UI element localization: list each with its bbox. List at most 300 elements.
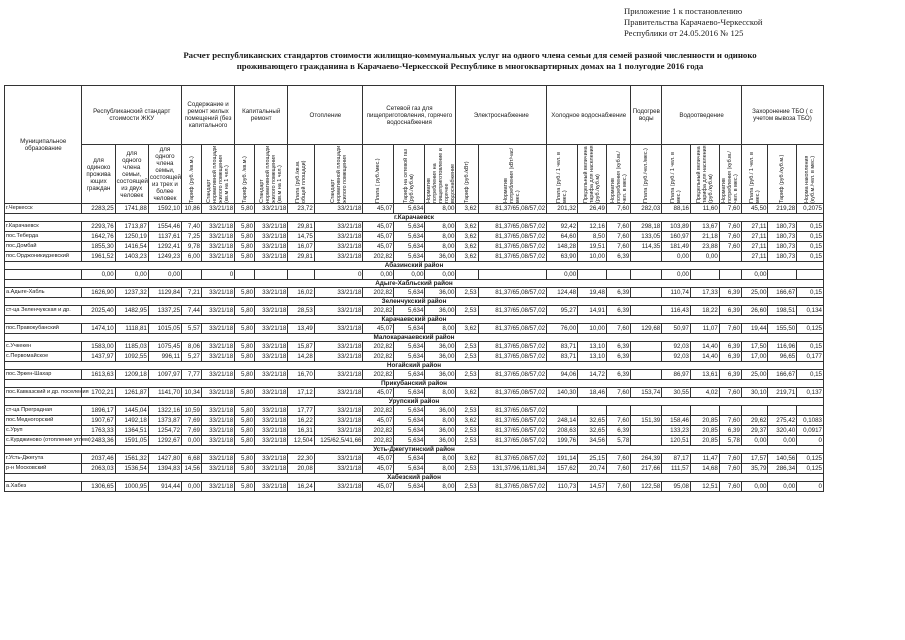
value-cell: 33/21/18: [314, 482, 363, 492]
value-cell: 1416,54: [115, 242, 148, 252]
header-sub-col: [314, 145, 363, 204]
value-cell: 0,125: [797, 454, 824, 464]
title-line: Расчет республиканских стандартов стоимости жилищно-коммунальных услуг на одного члена семьи для семей разной численности и одиноко: [183, 50, 757, 60]
header-sub-label: Норматив потребления (кВт/час/мес.): [503, 147, 522, 203]
value-cell: 26,60: [741, 306, 768, 316]
value-cell: 29,81: [288, 222, 315, 232]
region-row: [5, 446, 824, 454]
value-cell: 2037,46: [82, 454, 115, 464]
value-cell: 36,00: [425, 406, 456, 416]
value-cell: 16,07: [288, 242, 315, 252]
value-cell: 1626,90: [82, 288, 115, 298]
value-cell: 14,72: [578, 370, 607, 380]
table-row: [5, 388, 824, 398]
value-cell: 286,34: [768, 464, 797, 474]
value-cell: 2283,25: [82, 204, 115, 214]
region-row: [5, 334, 824, 342]
value-cell: 1613,63: [82, 370, 115, 380]
value-cell: 33/21/18: [314, 288, 363, 298]
value-cell: 13,49: [288, 324, 315, 334]
value-cell: 1583,00: [82, 342, 115, 352]
header-sub-col: [394, 145, 425, 204]
value-cell: 33/21/18: [255, 482, 288, 492]
value-cell: 116,43: [662, 306, 691, 316]
value-cell: 45,07: [363, 416, 394, 426]
value-cell: 1437,97: [82, 352, 115, 362]
value-cell: 33/21/18: [201, 222, 234, 232]
value-cell: 33/21/18: [255, 306, 288, 316]
value-cell: 33/21/18: [314, 454, 363, 464]
value-cell: 148,28: [547, 242, 578, 252]
value-cell: 11,47: [691, 454, 720, 464]
municipality-cell: пос.Эркен-Шахар: [5, 370, 82, 380]
value-cell: 1855,30: [82, 242, 115, 252]
table-row: [5, 204, 824, 214]
value-cell: 20,85: [691, 426, 720, 436]
value-cell: 45,07: [363, 204, 394, 214]
value-cell: 202,82: [363, 370, 394, 380]
value-cell: 5,634: [394, 454, 425, 464]
value-cell: 81,37/65,08/57,02: [478, 242, 547, 252]
value-cell: 1394,83: [148, 464, 181, 474]
value-cell: 29,62: [741, 416, 768, 426]
value-cell: 17,50: [741, 342, 768, 352]
value-cell: 0,00: [425, 270, 456, 280]
appendix-header: [624, 6, 894, 39]
value-cell: 45,07: [363, 242, 394, 252]
value-cell: [606, 406, 630, 416]
value-cell: 20,85: [691, 436, 720, 446]
value-cell: 116,96: [768, 342, 797, 352]
title-line: проживающего гражданина в Карачаево-Черкесской Республике в многоквартирных домах на 1 полугодие 2016 года: [236, 61, 704, 71]
value-cell: 81,37/65,08/57,02: [478, 324, 547, 334]
value-cell: 33/21/18: [314, 232, 363, 242]
value-cell: 5,634: [394, 388, 425, 398]
value-cell: 36,00: [425, 252, 456, 262]
value-cell: 33/21/18: [314, 406, 363, 416]
value-cell: 25,00: [741, 288, 768, 298]
value-cell: 83,71: [547, 342, 578, 352]
table-row: [5, 406, 824, 416]
header-electricity: Электроснабжение: [456, 86, 547, 145]
value-cell: 33/21/18: [255, 436, 288, 446]
value-cell: 5,634: [394, 232, 425, 242]
value-cell: 33/21/18: [255, 454, 288, 464]
header-sub-label: Тариф (руб./кВт): [464, 161, 470, 203]
municipality-cell: ст-ца Зеленчукская и др.: [5, 306, 82, 316]
value-cell: 5,27: [182, 352, 202, 362]
value-cell: 81,37/65,08/57,02: [478, 204, 547, 214]
value-cell: 35,79: [741, 464, 768, 474]
value-cell: 25,15: [578, 454, 607, 464]
value-cell: [691, 270, 720, 280]
value-cell: 45,07: [363, 464, 394, 474]
header-heating: Отопление: [288, 86, 363, 145]
value-cell: 33/21/18: [314, 388, 363, 398]
value-cell: 2483,36: [82, 436, 115, 446]
value-cell: 0,00: [363, 270, 394, 280]
value-cell: 0,125: [797, 324, 824, 334]
value-cell: 17,57: [741, 454, 768, 464]
value-cell: 0,00: [691, 252, 720, 262]
value-cell: 36,00: [425, 436, 456, 446]
value-cell: 1536,54: [115, 464, 148, 474]
value-cell: 1364,51: [115, 426, 148, 436]
value-cell: 21,18: [691, 232, 720, 242]
value-cell: 95,08: [662, 482, 691, 492]
value-cell: 33/21/18: [314, 306, 363, 316]
value-cell: 180,73: [768, 242, 797, 252]
municipality-cell: с.Учкекен: [5, 342, 82, 352]
header-row-groups: [5, 86, 824, 145]
value-cell: 10,34: [182, 388, 202, 398]
table-row: [5, 342, 824, 352]
value-cell: 180,73: [768, 222, 797, 232]
value-cell: 0,1083: [797, 416, 824, 426]
value-cell: [235, 270, 255, 280]
value-cell: 1561,32: [115, 454, 148, 464]
value-cell: 17,00: [741, 352, 768, 362]
value-cell: 6,39: [606, 306, 630, 316]
value-cell: 12,16: [578, 222, 607, 232]
value-cell: 14,56: [182, 464, 202, 474]
value-cell: 219,71: [768, 388, 797, 398]
table-row: [5, 370, 824, 380]
value-cell: 3,62: [456, 232, 478, 242]
value-cell: 5,80: [235, 324, 255, 334]
value-cell: 33/21/18: [314, 204, 363, 214]
value-cell: 2,53: [456, 306, 478, 316]
value-cell: 88,16: [662, 204, 691, 214]
header-sub-label: Плата (руб./ 1 чел. в мес.): [748, 152, 761, 203]
value-cell: [631, 352, 662, 362]
value-cell: 26,49: [578, 204, 607, 214]
value-cell: 5,634: [394, 406, 425, 416]
value-cell: 1373,87: [148, 416, 181, 426]
header-std-three: для одного члена семьи, состоящей из трех и более человек: [149, 146, 182, 202]
value-cell: 0,0917: [797, 426, 824, 436]
header-gas: Сетевой газ для пищеприготовления, горячего водоснабжения: [363, 86, 456, 145]
value-cell: 181,49: [662, 242, 691, 252]
value-cell: 5,80: [235, 288, 255, 298]
value-cell: 23,88: [691, 242, 720, 252]
value-cell: 3,62: [456, 222, 478, 232]
value-cell: 7,60: [719, 232, 741, 242]
value-cell: 5,78: [719, 436, 741, 446]
header-sub-col: [797, 145, 824, 204]
value-cell: 14,40: [691, 352, 720, 362]
region-row: [5, 316, 824, 324]
value-cell: 45,07: [363, 454, 394, 464]
region-label: Хабезский район: [5, 474, 824, 482]
value-cell: 96,65: [768, 352, 797, 362]
value-cell: 1702,21: [82, 388, 115, 398]
value-cell: 202,82: [363, 436, 394, 446]
value-cell: 3,62: [456, 242, 478, 252]
value-cell: 8,50: [578, 232, 607, 242]
value-cell: 5,634: [394, 436, 425, 446]
value-cell: 3,62: [456, 204, 478, 214]
value-cell: 13,67: [691, 222, 720, 232]
value-cell: 0,00: [741, 270, 768, 280]
value-cell: 0,15: [797, 252, 824, 262]
value-cell: [547, 406, 578, 416]
value-cell: 3,62: [456, 252, 478, 262]
value-cell: 45,07: [363, 388, 394, 398]
value-cell: 32,65: [578, 416, 607, 426]
value-cell: 7,40: [182, 222, 202, 232]
value-cell: 125/62,5/41,66: [314, 436, 363, 446]
value-cell: 202,82: [363, 426, 394, 436]
value-cell: 275,42: [768, 416, 797, 426]
value-cell: 12,504: [288, 436, 315, 446]
value-cell: 5,634: [394, 416, 425, 426]
value-cell: 14,28: [288, 352, 315, 362]
value-cell: 33/21/18: [201, 406, 234, 416]
header-sub-label: Норматив потребления на пищеприготовление и горячее водоснабжение: [426, 148, 457, 203]
value-cell: [719, 270, 741, 280]
value-cell: [255, 270, 288, 280]
value-cell: [797, 406, 824, 416]
value-cell: 1896,17: [82, 406, 115, 416]
value-cell: 114,35: [631, 242, 662, 252]
value-cell: 5,634: [394, 204, 425, 214]
value-cell: 0,2075: [797, 204, 824, 214]
header-std-two: для одного члена семьи, состоящей из двух человек: [115, 145, 148, 204]
value-cell: 2293,76: [82, 222, 115, 232]
value-cell: 3,62: [456, 416, 478, 426]
header-sub-label: Тариф (руб. /кв.м.): [188, 156, 195, 203]
header-sub-col: [456, 145, 478, 204]
value-cell: 3,62: [456, 454, 478, 464]
value-cell: 33/21/18: [201, 242, 234, 252]
value-cell: 20,74: [578, 464, 607, 474]
value-cell: 25,00: [741, 370, 768, 380]
value-cell: 8,00: [425, 242, 456, 252]
value-cell: 33/21/18: [255, 352, 288, 362]
value-cell: 0,177: [797, 352, 824, 362]
value-cell: 81,37/65,08/57,02: [478, 426, 547, 436]
value-cell: 0,15: [797, 288, 824, 298]
value-cell: 157,62: [547, 464, 578, 474]
value-cell: 8,00: [425, 388, 456, 398]
municipality-cell: ст-ца Преградная: [5, 406, 82, 416]
value-cell: 16,24: [288, 482, 315, 492]
value-cell: 7,60: [719, 454, 741, 464]
value-cell: 17,12: [288, 388, 315, 398]
value-cell: 95,27: [547, 306, 578, 316]
region-label: Карачаевский район: [5, 316, 824, 324]
value-cell: 83,71: [547, 352, 578, 362]
value-cell: 36,00: [425, 370, 456, 380]
municipality-cell: г.Черкесск: [5, 204, 82, 214]
value-cell: 1445,04: [115, 406, 148, 416]
value-cell: [691, 406, 720, 416]
table-row: [5, 252, 824, 262]
value-cell: [719, 252, 741, 262]
value-cell: 180,73: [768, 252, 797, 262]
value-cell: [478, 270, 547, 280]
value-cell: 6,39: [719, 306, 741, 316]
value-cell: 7,60: [606, 242, 630, 252]
value-cell: 7,69: [182, 426, 202, 436]
value-cell: 5,634: [394, 324, 425, 334]
table-row: [5, 222, 824, 232]
header-sub-col: [425, 145, 456, 204]
region-label: Абазинский район: [5, 262, 824, 270]
region-label: г.Карачаевск: [5, 214, 824, 222]
value-cell: 0,137: [797, 388, 824, 398]
municipality-cell: пос.Орджоникидзевский: [5, 252, 82, 262]
value-cell: 5,634: [394, 222, 425, 232]
value-cell: 81,37/65,08/57,02: [478, 482, 547, 492]
value-cell: 5,634: [394, 426, 425, 436]
value-cell: 110,74: [662, 288, 691, 298]
value-cell: 298,18: [631, 222, 662, 232]
value-cell: [631, 252, 662, 262]
value-cell: 81,37/65,08/57,02: [478, 306, 547, 316]
region-label: Усть-Джегутинский район: [5, 446, 824, 454]
value-cell: 7,60: [719, 464, 741, 474]
value-cell: 81,37/65,08/57,02: [478, 370, 547, 380]
table-row: [5, 306, 824, 316]
value-cell: 45,07: [363, 482, 394, 492]
municipality-cell: а.Адыге-Хабль: [5, 288, 82, 298]
value-cell: 5,80: [235, 242, 255, 252]
value-cell: 0,125: [797, 464, 824, 474]
value-cell: 13,10: [578, 342, 607, 352]
value-cell: 1427,80: [148, 454, 181, 464]
value-cell: 33/21/18: [255, 464, 288, 474]
region-row: [5, 362, 824, 370]
value-cell: 33/21/18: [201, 436, 234, 446]
table-row: [5, 324, 824, 334]
region-row: [5, 280, 824, 288]
value-cell: 5,80: [235, 306, 255, 316]
header-sub-col: [631, 145, 662, 204]
value-cell: 6,00: [182, 252, 202, 262]
value-cell: 33/21/18: [255, 242, 288, 252]
value-cell: 5,80: [235, 388, 255, 398]
value-cell: 2,53: [456, 370, 478, 380]
value-cell: 81,37/65,08/57,02: [478, 222, 547, 232]
municipality-cell: р-н Московский: [5, 464, 82, 474]
value-cell: [578, 270, 607, 280]
value-cell: 3,62: [456, 388, 478, 398]
header-sub-col: [201, 145, 234, 204]
value-cell: [797, 270, 824, 280]
value-cell: 1075,45: [148, 342, 181, 352]
value-cell: 1092,55: [115, 352, 148, 362]
value-cell: 33/21/18: [314, 252, 363, 262]
value-cell: 2063,03: [82, 464, 115, 474]
value-cell: [631, 406, 662, 416]
header-sub-col: [182, 145, 202, 204]
value-cell: 19,44: [741, 324, 768, 334]
value-cell: 1137,61: [148, 232, 181, 242]
value-cell: 282,03: [631, 204, 662, 214]
table-row: [5, 288, 824, 298]
value-cell: 6,39: [719, 370, 741, 380]
value-cell: 8,00: [425, 324, 456, 334]
value-cell: 103,89: [662, 222, 691, 232]
value-cell: 45,07: [363, 232, 394, 242]
value-cell: [662, 406, 691, 416]
value-cell: 9,78: [182, 242, 202, 252]
header-sub-label: Норма накопления (куб.м./чел. в мес.): [804, 155, 817, 203]
header-sub-label: Стандарт нормативной площади жилого помещения (кв.м на 1 чел.): [206, 145, 231, 203]
region-label: Урупский район: [5, 398, 824, 406]
value-cell: 1261,87: [115, 388, 148, 398]
value-cell: [741, 406, 768, 416]
value-cell: 7,60: [719, 242, 741, 252]
header-sub-label: Тариф (руб./куб.м.): [779, 154, 786, 203]
value-cell: [719, 406, 741, 416]
value-cell: 33/21/18: [201, 416, 234, 426]
value-cell: 5,78: [606, 436, 630, 446]
value-cell: 2,53: [456, 436, 478, 446]
value-cell: 7,60: [719, 388, 741, 398]
value-cell: 202,82: [363, 306, 394, 316]
value-cell: 5,80: [235, 204, 255, 214]
value-cell: 133,05: [631, 232, 662, 242]
value-cell: 217,66: [631, 464, 662, 474]
value-cell: 133,23: [662, 426, 691, 436]
value-cell: 8,00: [425, 232, 456, 242]
value-cell: 2,53: [456, 342, 478, 352]
value-cell: 5,80: [235, 436, 255, 446]
value-cell: 5,634: [394, 342, 425, 352]
value-cell: 33/21/18: [201, 388, 234, 398]
value-cell: 7,60: [606, 388, 630, 398]
value-cell: 29,37: [741, 426, 768, 436]
value-cell: 2,53: [456, 464, 478, 474]
value-cell: [456, 270, 478, 280]
value-cell: 33/21/18: [201, 464, 234, 474]
value-cell: 0,00: [115, 270, 148, 280]
value-cell: 14,40: [691, 342, 720, 352]
value-cell: 7,60: [719, 222, 741, 232]
value-cell: 16,31: [288, 426, 315, 436]
header-sub-col: [363, 145, 394, 204]
value-cell: 81,37/65,08/57,02: [478, 288, 547, 298]
value-cell: 5,80: [235, 370, 255, 380]
value-cell: 5,80: [235, 416, 255, 426]
municipality-cell: г.Карачаевск: [5, 222, 82, 232]
value-cell: 0: [201, 270, 234, 280]
value-cell: 6,39: [606, 352, 630, 362]
value-cell: 45,07: [363, 324, 394, 334]
value-cell: 14,57: [578, 482, 607, 492]
value-cell: 3,62: [456, 324, 478, 334]
value-cell: 0,15: [797, 232, 824, 242]
value-cell: 1591,05: [115, 436, 148, 446]
value-cell: 33/21/18: [255, 252, 288, 262]
value-cell: 87,17: [662, 454, 691, 464]
header-sub-col: [288, 145, 315, 204]
value-cell: 33/21/18: [201, 482, 234, 492]
value-cell: [578, 406, 607, 416]
region-label: Малокарачаевский район: [5, 334, 824, 342]
value-cell: 1322,16: [148, 406, 181, 416]
header-sub-label: Стандарт нормативной площади жилого помещения (кв.м на 1 чел.): [259, 145, 284, 203]
value-cell: [768, 406, 797, 416]
value-cell: 5,634: [394, 482, 425, 492]
municipality-cell: пос.Правокубанский: [5, 324, 82, 334]
value-cell: 10,86: [182, 204, 202, 214]
value-cell: 166,67: [768, 370, 797, 380]
value-cell: 7,60: [719, 416, 741, 426]
